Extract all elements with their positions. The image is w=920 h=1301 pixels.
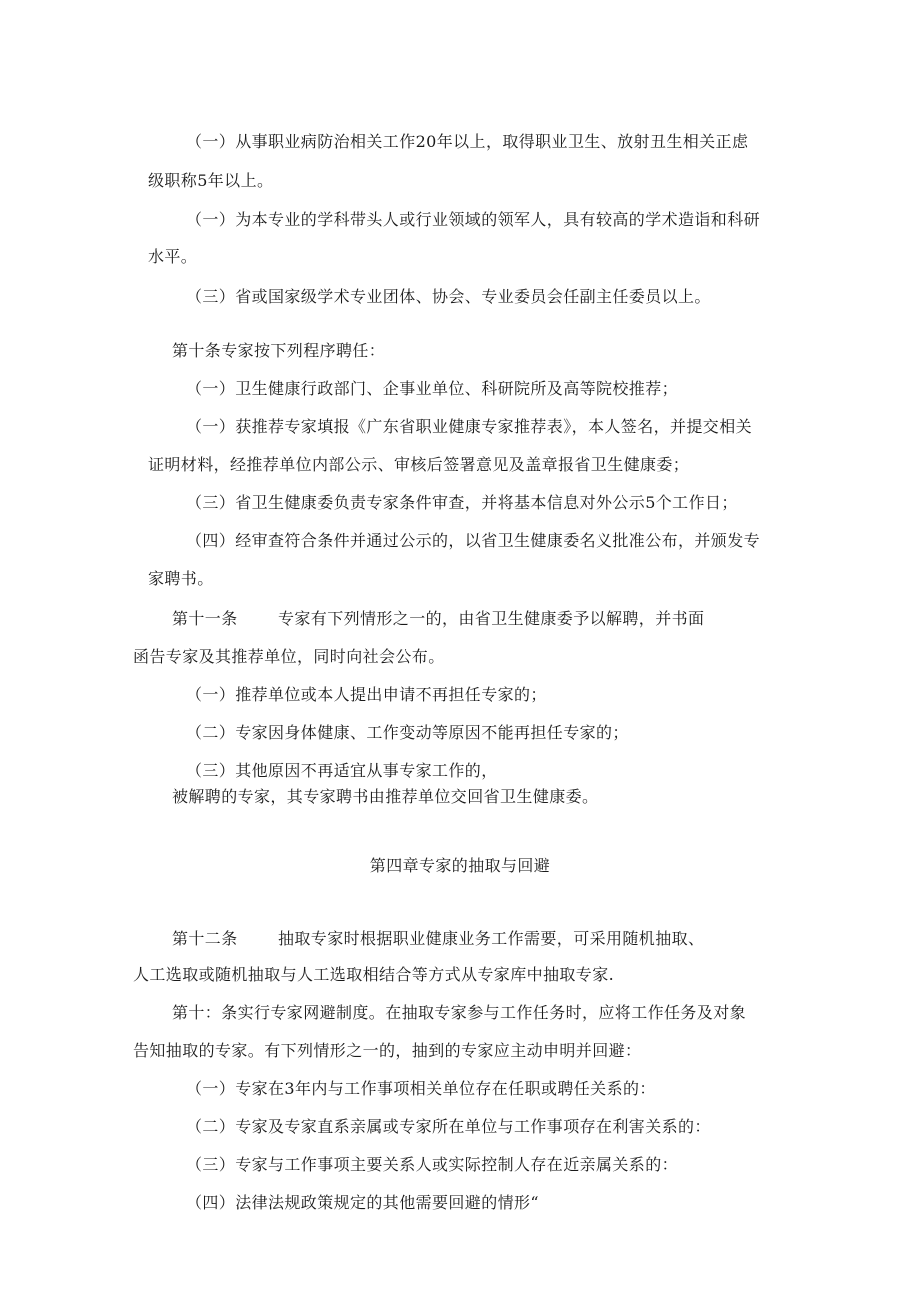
paragraph-line: （一）为本专业的学科带头人或行业领域的领军人，具有较高的学术造诣和科研 bbox=[186, 210, 761, 229]
paragraph-line: （三）省或国家级学术专业团体、协会、专业委员会任副主任委员以上。 bbox=[186, 287, 711, 306]
paragraph-line: 告知抽取的专家。有下列情形之一的，抽到的专家应主动申明并回避： bbox=[133, 1041, 642, 1060]
article-line bbox=[172, 608, 704, 630]
paragraph-line: 函告专家及其推荐单位，同时向社会公布。 bbox=[133, 647, 445, 666]
paragraph-line: 水平。 bbox=[148, 247, 198, 266]
paragraph-line: 第十：条实行专家网避制度。在抽取专家参与工作任务时，应将工作任务及对象 bbox=[172, 1003, 747, 1022]
article-number: 第十二条 bbox=[172, 929, 238, 948]
paragraph-line: （三）其他原因不再适宜从事专家工作的， bbox=[186, 761, 498, 780]
paragraph-line: （三）省卫生健康委负责专家条件审查，并将基本信息对外公示5个工作日； bbox=[186, 493, 738, 512]
paragraph-line: （四）法律法规政策规定的其他需要回避的情形“ bbox=[186, 1193, 539, 1212]
article-heading-line: 第十条专家按下列程序聘任： bbox=[172, 341, 386, 360]
paragraph-line: （一）获推荐专家填报《广东省职业健康专家推荐表》，本人签名，并提交相关 bbox=[186, 417, 753, 436]
chapter-heading: 第四章专家的抽取与回避 bbox=[369, 856, 551, 875]
paragraph-line: （一）专家在3年内与工作事项相关单位存在任职或聘任关系的： bbox=[186, 1079, 656, 1098]
paragraph-line: （一）从事职业病防治相关工作20年以上，取得职业卫生、放射丑生相关正虑 bbox=[186, 132, 749, 151]
paragraph-line: （二）专家因身体健康、工作变动等原因不能再担任专家的； bbox=[186, 723, 629, 742]
article-line bbox=[172, 928, 704, 950]
article-text: 抽取专家时根据职业健康业务工作需要，可采用随机抽取、 bbox=[278, 929, 705, 948]
paragraph-line: （一）推荐单位或本人提出申请不再担任专家的； bbox=[186, 685, 547, 704]
paragraph-line: 被解聘的专家，其专家聘书由推荐单位交回省卫生健康委。 bbox=[172, 787, 599, 806]
paragraph-line: 级职称5年以上。 bbox=[148, 171, 274, 190]
article-number: 第十一条 bbox=[172, 609, 238, 628]
article-text: 专家有下列情形之一的，由省卫生健康委予以解聘，并书面 bbox=[278, 609, 705, 628]
paragraph-line: 证明材料，经推荐单位内部公示、审核后签署意见及盖章报省卫生健康委； bbox=[148, 455, 690, 474]
paragraph-line: （一）卫生健康行政部门、企事业单位、科研院所及高等院校推荐； bbox=[186, 379, 679, 398]
paragraph-line: （四）经审查符合条件并通过公示的，以省卫生健康委名义批准公布，并颁发专 bbox=[186, 531, 761, 550]
paragraph-line: 家聘书。 bbox=[148, 569, 214, 588]
paragraph-line: 人工选取或随机抽取与人工选取相结合等方式从专家库中抽取专家. bbox=[133, 965, 615, 984]
paragraph-line: （二）专家及专家直系亲属或专家所在单位与工作事项存在利害关系的： bbox=[186, 1117, 711, 1136]
paragraph-line: （三）专家与工作事项主要关系人或实际控制人存在近亲属关系的： bbox=[186, 1155, 679, 1174]
